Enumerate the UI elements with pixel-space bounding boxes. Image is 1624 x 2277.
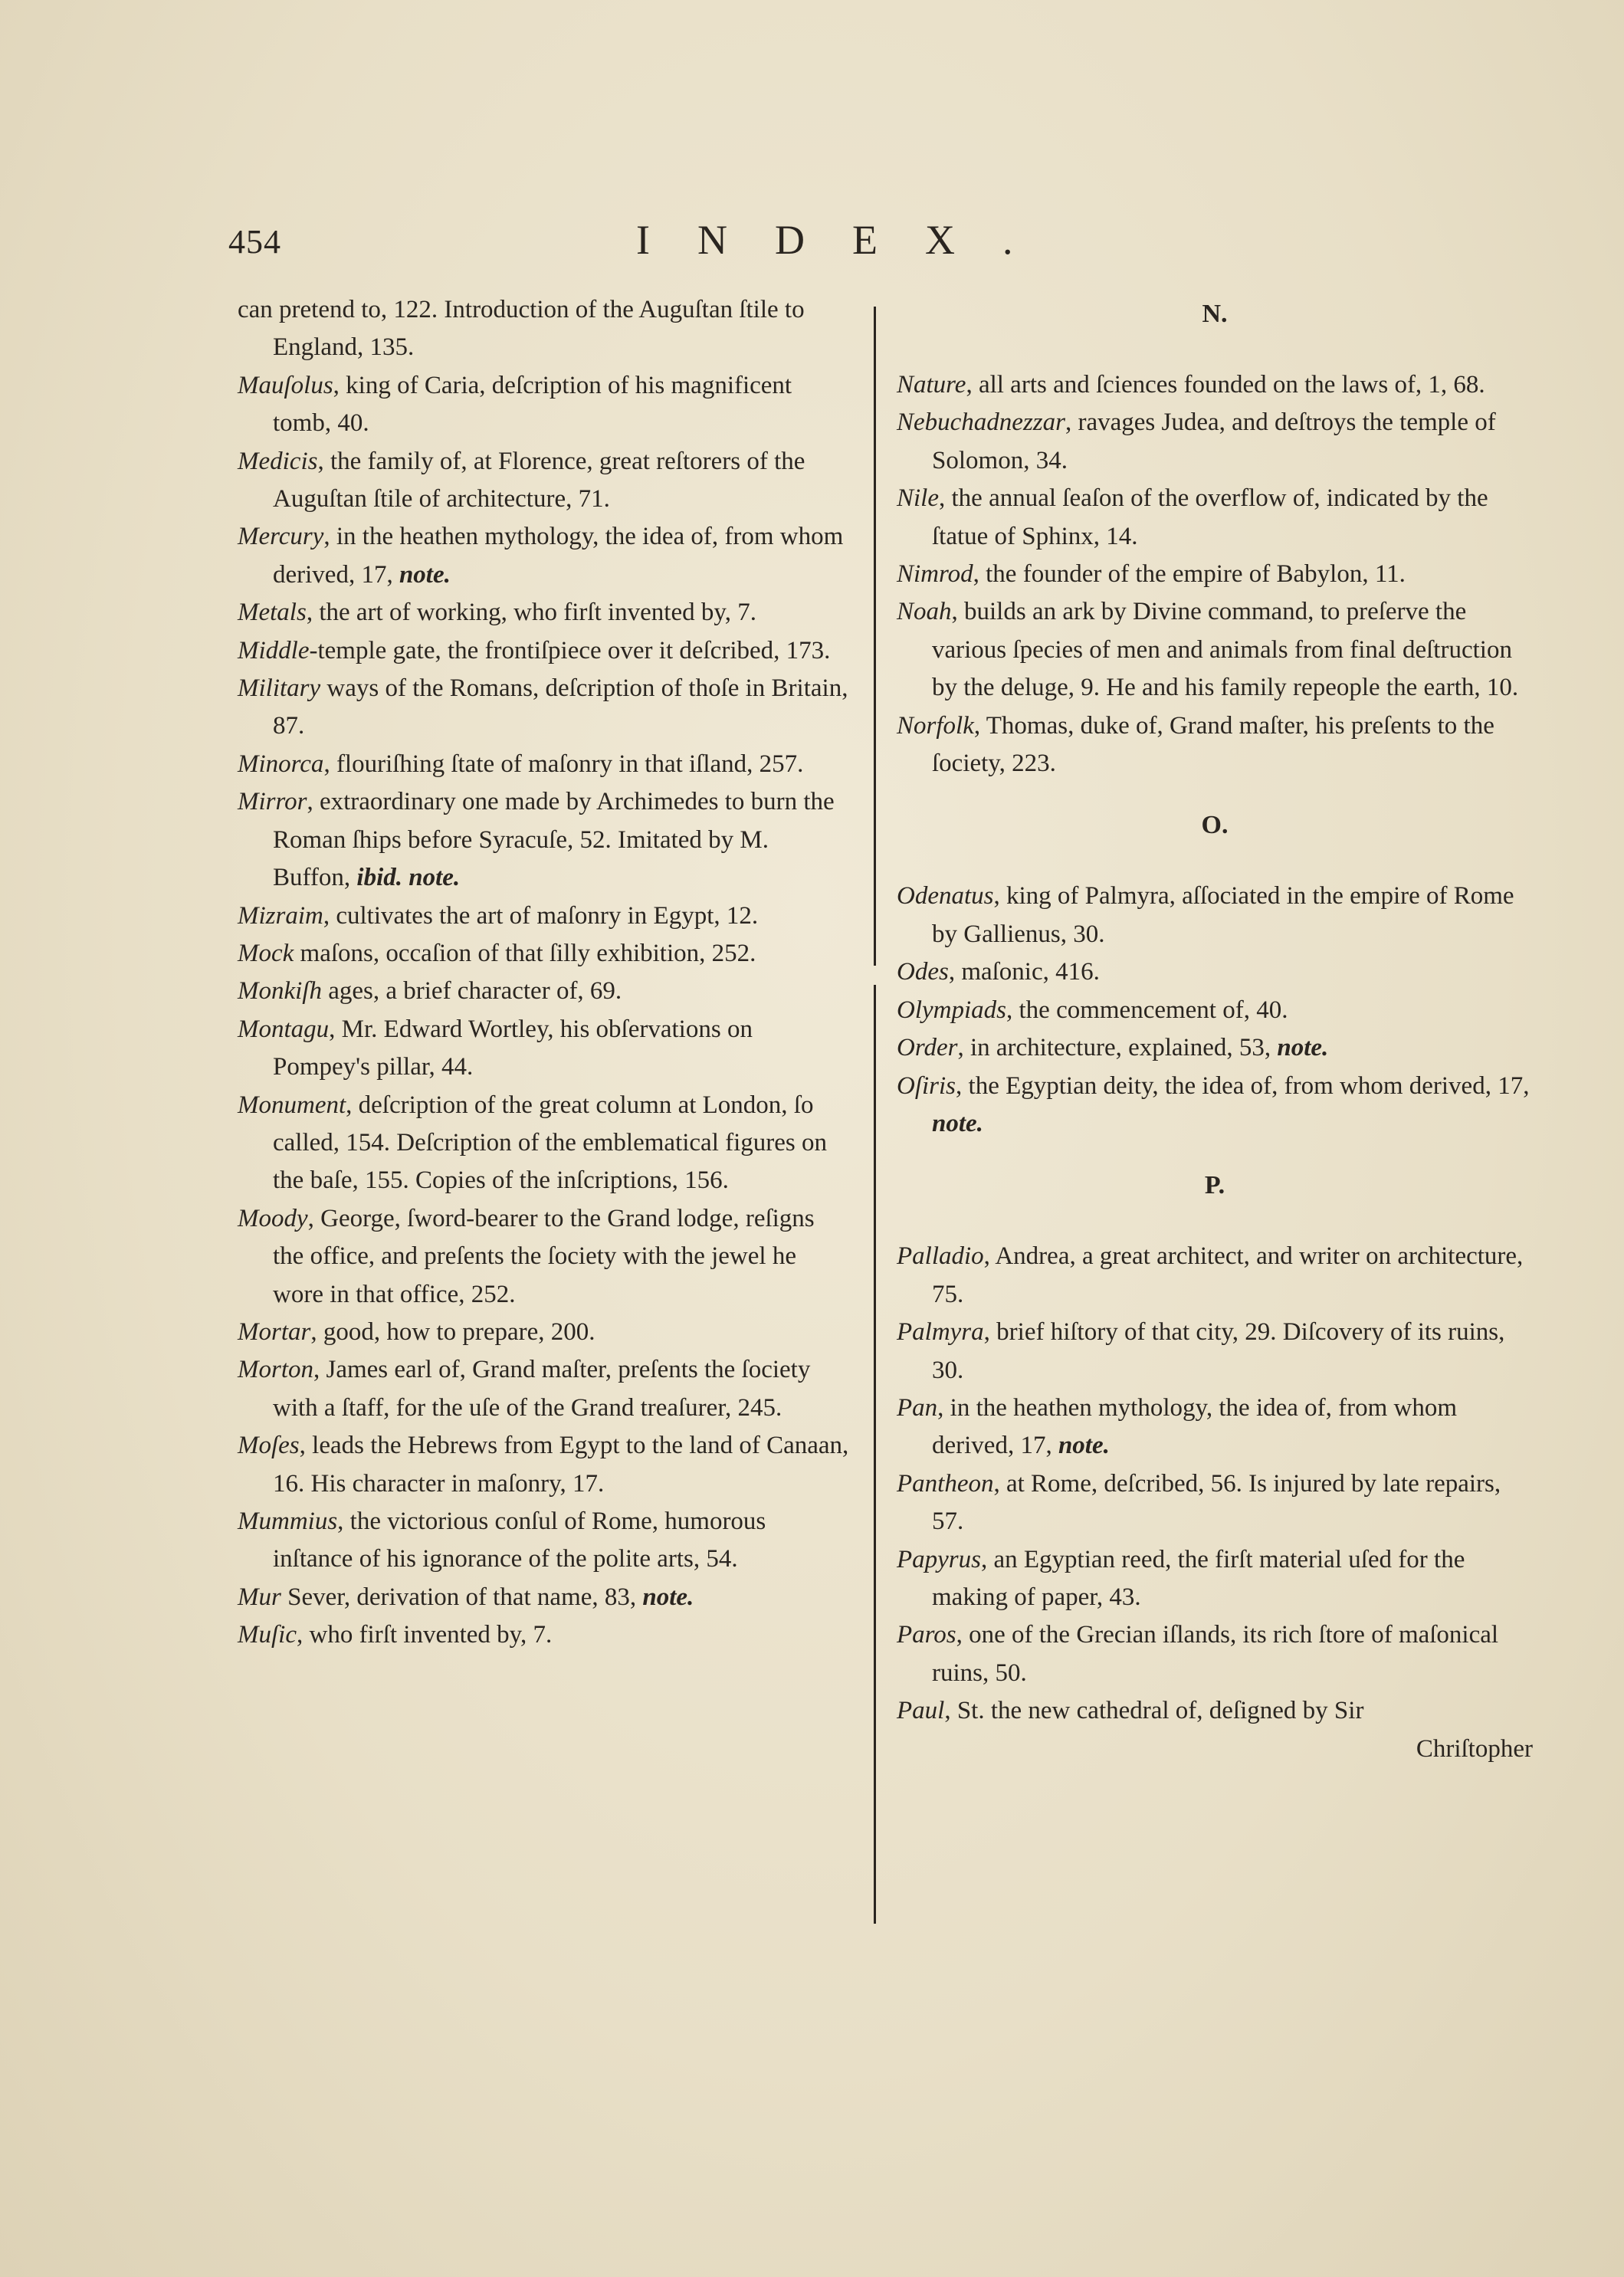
left-column [238, 291, 851, 1655]
entry-text: , St. the new cathedral of, deſigned by Sir [944, 1697, 1364, 1725]
entry-text: , extraordinary one made by Archimedes to burn the Roman ſhips before Syracuſe, 52. Imitated by M. Buffon, [273, 788, 835, 892]
entry-headword: Mur [238, 1583, 281, 1611]
entry-text: Sever, derivation of that name, 83, [281, 1583, 643, 1611]
entry-headword: Palmyra [897, 1318, 984, 1347]
index-entry [897, 1314, 1533, 1389]
entry-text: , who firſt invented by, 7. [296, 1621, 553, 1649]
entry-headword: Palladio [897, 1242, 984, 1271]
index-entry [897, 556, 1533, 593]
page-number: 454 [228, 223, 281, 261]
entry-text: -temple gate, the frontiſpiece over it deſcribed, 173. [309, 636, 831, 664]
entry-headword: Nile [897, 484, 939, 513]
entry-headword: Morton [238, 1356, 313, 1384]
entry-headword: Order [897, 1034, 958, 1062]
index-entry [238, 632, 851, 670]
entry-note: note. [1277, 1034, 1329, 1062]
index-entry [238, 670, 851, 746]
entry-text: maſons, occaſion of that ſilly exhibition, 252. [294, 939, 756, 967]
index-entry [897, 1029, 1533, 1067]
entry-headword: Odes [897, 958, 949, 986]
entry-headword: Mizraim [238, 901, 323, 930]
right-column [897, 291, 1533, 1768]
entry-text: , deſcription of the great column at London, ſo called, 154. Deſcription of the emblematical figures on the baſe, 155. Copies of the inſcriptions, 156. [273, 1091, 828, 1195]
index-entry [238, 367, 851, 443]
entry-headword: Monument [238, 1091, 346, 1119]
index-entry [897, 1068, 1533, 1143]
entry-headword: Nimrod [897, 560, 973, 589]
entry-headword: Minorca [238, 750, 324, 778]
entry-headword: Mummius [238, 1508, 338, 1535]
index-entry [238, 935, 851, 973]
entry-text: , king of Caria, deſcription of his magnificent tomb, 40. [273, 371, 792, 438]
entry-headword: Oſiris [897, 1071, 956, 1100]
entry-headword: Mauſolus [238, 371, 333, 399]
entry-headword: Medicis [238, 447, 318, 475]
catchword: Chriſtopher [1416, 1734, 1533, 1763]
entry-text: , Andrea, a great architect, and writer on architecture, 75. [932, 1242, 1524, 1308]
entry-text: , brief hiſtory of that city, 29. Diſcovery of its ruins, 30. [932, 1318, 1505, 1384]
entry-headword: Mock [238, 939, 294, 967]
index-entry [238, 1579, 851, 1616]
entry-headword: Pantheon [897, 1469, 994, 1498]
entry-headword: Norfolk [897, 711, 974, 740]
index-entry [238, 973, 851, 1010]
entry-text: , James earl of, Grand maſter, preſents the ſociety with a ſtaff, for the uſe of the Grand treaſurer, 245. [273, 1356, 811, 1422]
index-entry [897, 480, 1533, 556]
entry-note: note. [642, 1583, 694, 1611]
index-entry [238, 1011, 851, 1087]
running-title: INDEX. [636, 217, 1061, 263]
entry-note: note. [1058, 1432, 1110, 1460]
entry-headword: Mortar [238, 1317, 311, 1346]
entry-text: , the founder of the empire of Babylon, 11. [973, 560, 1406, 589]
section-gap [897, 1143, 1533, 1163]
entry-note: ibid. note. [356, 864, 461, 892]
entry-text: ways of the Romans, deſcription of thoſe in Britain, 87. [273, 674, 848, 740]
index-entry [897, 404, 1533, 480]
index-entry [897, 953, 1533, 991]
entry-text: , cultivates the art of maſonry in Egypt, 12. [323, 901, 759, 930]
entry-text: , ravages Judea, and deſtroys the temple of Solomon, 34. [932, 408, 1496, 474]
entry-text: , good, how to prepare, 200. [310, 1317, 595, 1346]
entry-headword: Muſic [238, 1621, 297, 1649]
index-entry [897, 1692, 1533, 1730]
entry-headword: Nebuchadnezzar [897, 408, 1065, 437]
index-entry [238, 1200, 851, 1314]
index-entry [238, 783, 851, 897]
index-entry [238, 1503, 851, 1579]
entry-text: , builds an ark by Divine command, to preſerve the various ſpecies of men and animals from final deſtruction by the deluge, 9. He and his family repeople the earth, 10. [932, 598, 1519, 702]
entry-text: , the family of, at Florence, great reſtorers of the Auguſtan ſtile of architecture, 71. [273, 447, 805, 513]
entry-headword: Paros [897, 1621, 956, 1649]
entry-text: , the Egyptian deity, the idea of, from whom derived, 17, [956, 1071, 1530, 1100]
entry-text: , in the heathen mythology, the idea of, from whom derived, 17, [932, 1393, 1458, 1460]
entry-headword: Military [238, 674, 321, 703]
entry-headword: Pan [897, 1393, 938, 1422]
index-entry [238, 291, 851, 367]
index-entry [238, 594, 851, 632]
entry-text: , at Rome, deſcribed, 56. Is injured by late repairs, 57. [932, 1469, 1501, 1536]
index-entry [897, 1541, 1533, 1617]
entry-text: , the art of working, who firſt invented by, 7. [306, 599, 756, 627]
index-entry [897, 593, 1533, 707]
entry-text: , in the heathen mythology, the idea of, from whom derived, 17, [273, 523, 844, 589]
index-entry [238, 1351, 851, 1427]
index-entry [238, 443, 851, 519]
entry-text: , maſonic, 416. [948, 958, 1100, 986]
entry-headword: Monkiſh [238, 977, 322, 1006]
entry-headword: Paul [897, 1697, 945, 1725]
entry-headword: Metals [238, 599, 307, 627]
index-entry [897, 1616, 1533, 1692]
index-entry [897, 878, 1533, 953]
index-entry [238, 1314, 851, 1351]
index-entry [238, 518, 851, 594]
entry-headword: Odenatus [897, 882, 994, 910]
entry-text: , Thomas, duke of, Grand maſter, his preſents to the ſociety, 223. [932, 711, 1494, 778]
column-rule-bottom [874, 985, 876, 1924]
entry-headword: Moſes [238, 1432, 300, 1460]
entry-headword: Mirror [238, 788, 307, 816]
index-entry [897, 1465, 1533, 1541]
section-letter-heading: N. [1202, 300, 1228, 328]
index-entry [238, 1427, 851, 1503]
entry-text: can pretend to, 122. Introduction of the Auguſtan ſtile to England, 135. [238, 296, 805, 362]
entry-text: , an Egyptian reed, the firſt material uſed for the making of paper, 43. [932, 1545, 1465, 1611]
index-entry [897, 366, 1533, 404]
entry-text: , leads the Hebrews from Egypt to the land of Canaan, 16. His character in maſonry, 17. [273, 1432, 849, 1498]
entry-text: , the victorious conſul of Rome, humorous inſtance of his ignorance of the polite arts, 54. [273, 1508, 766, 1573]
entry-note: note. [399, 560, 451, 589]
entry-text: , one of the Grecian iſlands, its rich ſtore of maſonical ruins, 50. [932, 1621, 1499, 1687]
entry-headword: Moody [238, 1204, 308, 1232]
entry-text: , George, ſword-bearer to the Grand lodge, reſigns the office, and preſents the ſociety with the jewel he wore in that office, 252. [273, 1204, 815, 1308]
entry-text: , the annual ſeaſon of the overflow of, indicated by the ſtatue of Sphinx, 14. [932, 484, 1488, 550]
entry-headword: Olympiads [897, 996, 1006, 1024]
entry-text: , the commencement of, 40. [1006, 996, 1288, 1024]
index-entry [897, 707, 1533, 783]
section-letter-heading: P. [1204, 1171, 1225, 1200]
index-entry [238, 746, 851, 783]
index-entry [897, 1389, 1533, 1465]
index-entry [238, 897, 851, 935]
entry-headword: Mercury [238, 523, 324, 551]
index-entry [238, 1616, 851, 1654]
entry-headword: Montagu [238, 1015, 330, 1043]
entry-text: , all arts and ſciences founded on the laws of, 1, 68. [966, 371, 1485, 399]
entry-text: , flouriſhing ſtate of maſonry in that iſland, 257. [323, 750, 804, 778]
section-letter-heading: O. [1201, 811, 1229, 840]
section-gap [897, 783, 1533, 802]
entry-headword: Middle [238, 636, 310, 664]
index-entry [897, 992, 1533, 1029]
entry-text: , Mr. Edward Wortley, his obſervations on Pompey's pillar, 44. [273, 1015, 753, 1081]
entry-text: , in architecture, explained, 53, [957, 1034, 1278, 1062]
index-entry [238, 1087, 851, 1200]
entry-note: note. [932, 1109, 983, 1137]
entry-headword: Nature [897, 371, 966, 399]
index-entry [897, 1238, 1533, 1314]
entry-headword: Papyrus [897, 1545, 981, 1573]
entry-headword: Noah [897, 598, 952, 626]
column-rule-top [874, 307, 876, 966]
entry-text: , king of Palmyra, aſſociated in the empire of Rome by Gallienus, 30. [932, 882, 1514, 948]
entry-text: ages, a brief character of, 69. [321, 977, 622, 1006]
